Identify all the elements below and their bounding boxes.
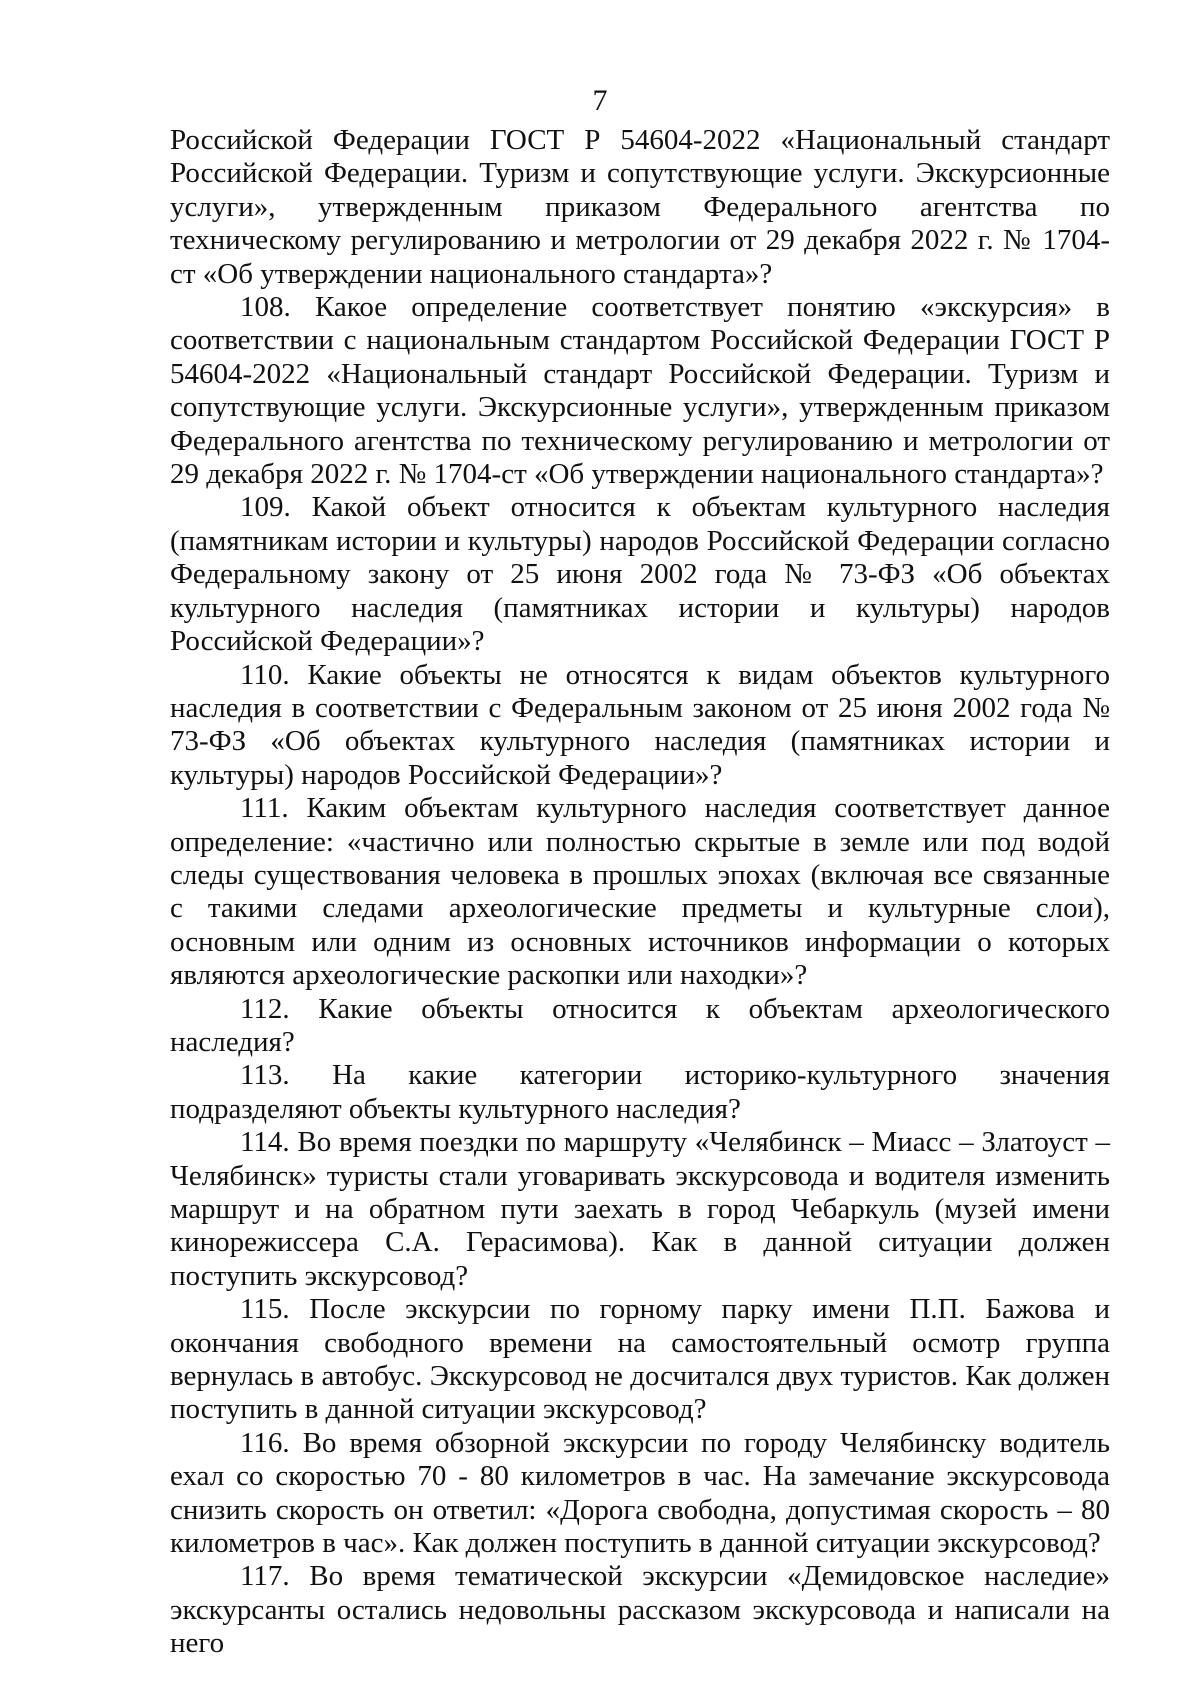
- question-109: 109. Какой объект относится к объектам культурного наследия (памятникам истории и культуры) народов Российской Федерации согласно Федеральному закону от 25 июня 2002 года № 73-ФЗ «Об объектах культурного наследия (памятниках истории и культуры) народов Российской Федерации»?: [170, 491, 1110, 658]
- document-body: [170, 124, 1110, 1661]
- question-114: 114. Во время поездки по маршруту «Челябинск – Миасс – Златоуст – Челябинск» туристы стали уговаривать экскурсовода и водителя изменить маршрут и на обратном пути заехать в город Чебаркуль (музей имени кинорежиссера С.А. Герасимова). Как в данной ситуации должен поступить экскурсовод?: [170, 1126, 1110, 1292]
- question-111: 111. Каким объектам культурного наследия соответствует данное определение: «частично или полностью скрытые в земле или под водой следы существования человека в прошлых эпохах (включая все связанные с такими следами археологические предметы и культурные слои), основным или одним из основных источников информации о которых являются археологические раскопки или находки»?: [170, 792, 1110, 992]
- question-112: 112. Какие объекты относится к объектам археологического наследия?: [170, 992, 1110, 1058]
- question-108: 108. Какое определение соответствует понятию «экскурсия» в соответствии с национальным стандартом Российской Федерации ГОСТ Р 54604-2022 «Национальный стандарт Российской Федерации. Туризм и сопутствующие услуги. Экскурсионные услуги», утвержденным приказом Федерального агентства по техническому регулированию и метрологии от 29 декабря 2022 г. № 1704-ст «Об утверждении национального стандарта»?: [170, 291, 1110, 491]
- page-number: 7: [592, 84, 608, 117]
- question-116: 116. Во время обзорной экскурсии по городу Челябинску водитель ехал со скоростью 70 - 80 километров в час. На замечание экскурсовода снизить скорость он ответил: «Дорога свободна, допустимая скорость – 80 километров в час». Как должен поступить в данной ситуации экскурсовод?: [170, 1426, 1110, 1560]
- paragraph-continuation: Российской Федерации ГОСТ Р 54604-2022 «Национальный стандарт Российской Федерации. Туризм и сопутствующие услуги. Экскурсионные услуги», утвержденным приказом Федерального агентства по техническому регулированию и метрологии от 29 декабря 2022 г. № 1704-ст «Об утверждении национального стандарта»?: [170, 124, 1110, 290]
- question-117: 117. Во время тематической экскурсии «Демидовское наследие» экскурсанты остались недовольны рассказом экскурсовода и написали на него: [170, 1560, 1110, 1660]
- question-113: 113. На какие категории историко-культурного значения подразделяют объекты культурного наследия?: [170, 1059, 1110, 1125]
- question-110: 110. Какие объекты не относятся к видам объектов культурного наследия в соответствии с Федеральным законом от 25 июня 2002 года № 73-ФЗ «Об объектах культурного наследия (памятниках истории и культуры) народов Российской Федерации»?: [170, 658, 1110, 791]
- question-115: 115. После экскурсии по горному парку имени П.П. Бажова и окончания свободного времени на самостоятельный осмотр группа вернулась в автобус. Экскурсовод не досчитался двух туристов. Как должен поступить в данной ситуации экскурсовод?: [170, 1293, 1110, 1426]
